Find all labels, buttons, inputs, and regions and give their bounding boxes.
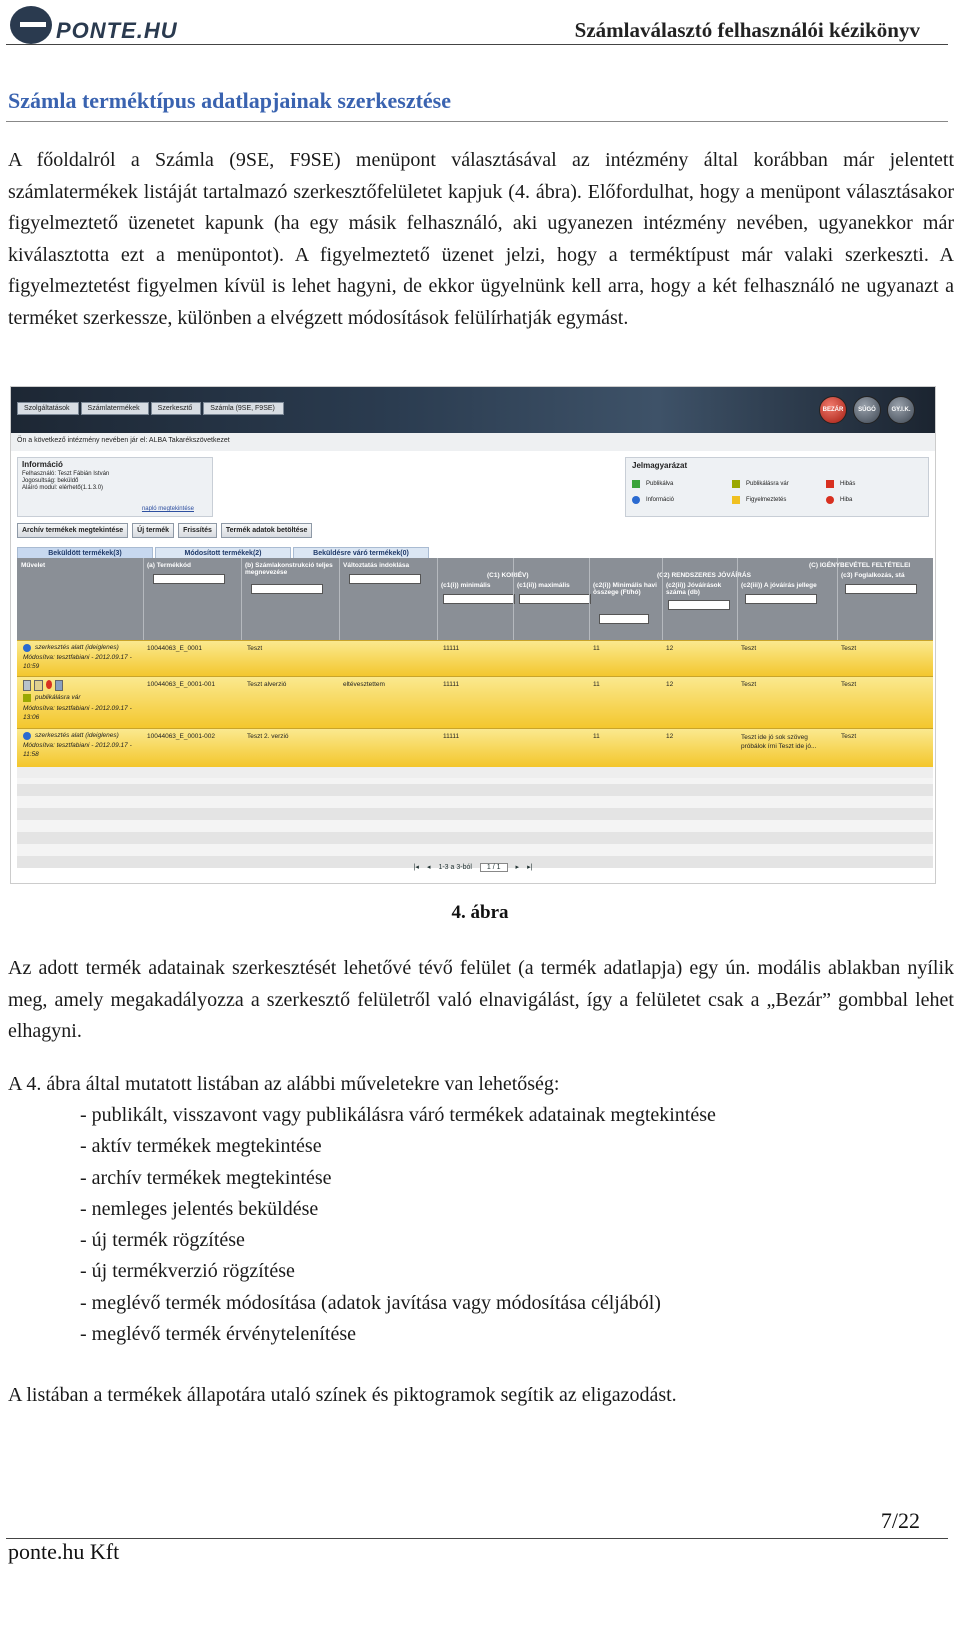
- row-c2-count: 12: [666, 681, 674, 688]
- published-icon: [632, 480, 640, 488]
- log-link[interactable]: napló megtekintése: [141, 506, 194, 512]
- legend-item: Hiba: [826, 496, 852, 504]
- row-name: Teszt: [247, 645, 263, 652]
- pending-icon: [732, 480, 740, 488]
- list-item: - publikált, visszavont vagy publikálásra váró termékek adatainak megtekintése: [80, 1104, 716, 1126]
- filter-c3-input[interactable]: [845, 584, 917, 594]
- grid-header: [17, 558, 933, 640]
- list-item: - archív termékek megtekintése: [80, 1166, 332, 1189]
- info-role: Jogosultság: beküldő: [22, 478, 79, 484]
- table-row[interactable]: [17, 676, 933, 729]
- row-code: 10044063_E_0001-002: [147, 733, 215, 740]
- legend-item: Publikálásra vár: [732, 480, 789, 488]
- breadcrumb: [17, 402, 286, 415]
- product-grid: [17, 558, 933, 868]
- warning-icon: [732, 496, 740, 504]
- filter-c2-type-input[interactable]: [745, 594, 817, 604]
- figure-screenshot: [10, 386, 936, 884]
- close-button[interactable]: BEZÁR: [819, 396, 847, 424]
- next-page-icon[interactable]: ▸: [515, 864, 520, 871]
- row-c2-count: 12: [666, 733, 674, 740]
- filter-construction-input[interactable]: [251, 584, 323, 594]
- info-heading: Információ: [22, 460, 63, 469]
- section-title: Számla terméktípus adatlapjainak szerkesztése: [8, 88, 452, 113]
- col-action: Művelet: [21, 562, 46, 569]
- legend-note-paragraph: A listában a termékek állapotára utaló színek és piktogramok segítik az eligazodást.: [8, 1384, 677, 1406]
- row-c2-min: 11: [593, 733, 600, 740]
- row-status: szerkesztés alatt (ideiglenes): [35, 644, 119, 651]
- col-c1-max[interactable]: (c1(ii)) maximális: [517, 582, 570, 589]
- info-user: Felhasználó: Teszt Fábián István: [22, 471, 110, 477]
- list-item: - új termékverzió rögzítése: [80, 1260, 295, 1283]
- row-modified: Módosítva: tesztfabiani - 2012.09.17 - 11:58: [23, 742, 132, 758]
- row-c1-min: 11111: [443, 645, 460, 652]
- footer-divider: [6, 1538, 948, 1539]
- col-group-c2: (C2) RENDSZERES JÓVÁÍRÁS: [657, 572, 751, 579]
- row-modified: Módosítva: tesztfabiani - 2012.09.17 - 10:59: [23, 654, 132, 670]
- row-c3: Teszt: [841, 681, 857, 688]
- new-product-button[interactable]: Új termék: [132, 523, 174, 538]
- row-c1-min: 11111: [443, 733, 460, 740]
- col-c2-type[interactable]: (c2(iii)) A jóváírás jellege: [741, 582, 817, 589]
- refresh-button[interactable]: Frissítés: [178, 523, 217, 538]
- grid-empty-area: [17, 778, 933, 868]
- filter-c2-count-input[interactable]: [668, 600, 730, 610]
- page-number: 7/22: [880, 1508, 920, 1533]
- pending-status-icon: [23, 694, 31, 702]
- row-c2-type: Teszt ide jó sok szöveg próbálok írni Teszt ide jó...: [741, 734, 817, 750]
- row-name: Teszt 2. verzió: [247, 733, 289, 740]
- row-reason: eltévesztettem: [343, 681, 385, 688]
- col-code[interactable]: (a) Termékkód: [147, 562, 191, 569]
- logo-text: PONTE.HU: [56, 18, 178, 43]
- row-status: publikálásra vár: [35, 694, 81, 701]
- document-title: Számlaválasztó felhasználói kézikönyv: [574, 18, 920, 42]
- filter-c1-max-input[interactable]: [519, 594, 591, 604]
- row-c1-min: 11111: [443, 681, 460, 688]
- edit-icon[interactable]: [34, 680, 42, 691]
- filter-c1-min-input[interactable]: [443, 594, 515, 604]
- header-divider: [6, 44, 948, 45]
- row-action-icons: [23, 680, 63, 690]
- info-icon: [632, 496, 640, 504]
- table-row[interactable]: [17, 728, 933, 767]
- modal-paragraph: Az adott termék adatainak szerkesztését lehetővé tévő felület (a termék adatlapja) egy ún. modális ablakban nyílik meg, amely megakadályozza a szerkesztő felületről való elnavigálást, így a felületet csak a „Bezár” gombbal lehet elhagyni.: [8, 957, 954, 1042]
- legend-item: Publikálva: [632, 480, 673, 488]
- legend-item: Hibás: [826, 480, 855, 488]
- invalidate-icon[interactable]: [46, 680, 52, 689]
- row-name: Teszt alverzió: [247, 681, 287, 688]
- row-c2-count: 12: [666, 645, 674, 652]
- breadcrumb-item[interactable]: Szerkesztő: [151, 402, 202, 415]
- error-square-icon: [826, 480, 834, 488]
- col-c1-min[interactable]: (c1(i)) minimális: [441, 582, 491, 589]
- list-item: - nemleges jelentés beküldése: [80, 1197, 319, 1220]
- intro-paragraph: A főoldalról a Számla (9SE, F9SE) menüpont választásával az intézmény által korábban már jelentett számlatermékek listáját tartalmazó szerkesztőfelületet kapjuk (4. ábra). Előfordulhat, hogy a menüpont választásakor figyelmeztető üzenetet kapunk (ha egy másik felhasználó, aki ugyanezen intézmény nevében, ugyanekkor már kiválasztotta ezt a menüpontot). A figyelmeztető üzenet jelzi, hogy a terméktípust már valaki szerkeszti. A figyelmeztetést figyelmen kívül is lehet hagyni, de ekkor ügyelnünk kell arra, hogy a két felhasználó ne ugyanazt a terméket szerkessze, különben a elvégzett módosítások felülírhatják egymást.: [8, 149, 954, 329]
- row-c3: Teszt: [841, 645, 857, 652]
- breadcrumb-item[interactable]: Szolgáltatások: [17, 402, 79, 415]
- legend-heading: Jelmagyarázat: [632, 461, 688, 470]
- row-c2-type: Teszt: [741, 681, 757, 688]
- info-status-icon: [23, 644, 31, 652]
- info-module: Aláíró modul: elérhető(1.1.3.0): [22, 485, 104, 491]
- breadcrumb-item[interactable]: Számla (9SE, F9SE): [203, 402, 284, 415]
- pager: [11, 857, 935, 877]
- row-code: 10044063_E_0001-001: [147, 681, 215, 688]
- col-c3[interactable]: (c3) Foglalkozás, stá: [841, 572, 905, 579]
- tab-modified[interactable]: Módosított termékek(2): [155, 547, 291, 559]
- info-status-icon: [23, 732, 31, 740]
- list-item: - meglévő termék módosítása (adatok javítása vagy módosítása céljából): [80, 1291, 661, 1314]
- legend-item: Figyelmeztetés: [732, 496, 786, 504]
- row-status: szerkesztés alatt (ideiglenes): [35, 732, 119, 739]
- col-c2-min[interactable]: (c2(i)) Minimális havi összege (Ft/hó): [593, 582, 657, 596]
- tab-pending[interactable]: Beküldésre váró termékek(0): [293, 547, 429, 559]
- copy-icon[interactable]: [55, 680, 63, 691]
- figure-caption: 4. ábra: [451, 902, 509, 923]
- pager-range: 1-3 a 3-ból: [438, 863, 472, 871]
- col-group-c3: (C) IGÉNYBEVÉTEL FELTÉTELEI: [809, 562, 911, 569]
- legend-item: Információ: [632, 496, 674, 504]
- row-modified: Módosítva: tesztfabiani - 2012.09.17 - 13:06: [23, 705, 132, 721]
- footer-company: ponte.hu Kft: [8, 1539, 120, 1564]
- row-c2-min: 11: [593, 645, 600, 652]
- col-reason[interactable]: Változtatás indoklása: [343, 562, 410, 569]
- filter-reason-input[interactable]: [349, 574, 421, 584]
- table-row[interactable]: [17, 640, 933, 677]
- load-product-data-button[interactable]: Termék adatok betöltése: [221, 523, 313, 538]
- ponte-logo: [6, 4, 184, 46]
- tab-submitted[interactable]: Beküldött termékek(3): [17, 547, 153, 559]
- help-button[interactable]: SÚGÓ: [853, 396, 881, 424]
- faq-button[interactable]: GY.I.K.: [887, 396, 915, 424]
- error-icon: [826, 496, 834, 504]
- info-panel: [17, 457, 213, 517]
- logo-mark: [10, 6, 52, 44]
- operations-list: [80, 1100, 716, 1350]
- view-icon[interactable]: [23, 680, 31, 691]
- col-construction[interactable]: (b) Számlakonstrukció teljes megnevezése: [245, 562, 333, 576]
- row-c2-min: 11: [593, 681, 600, 688]
- filter-code-input[interactable]: [153, 574, 225, 584]
- app-topbar: [11, 387, 935, 433]
- first-page-icon[interactable]: |◂: [413, 864, 419, 871]
- section-divider: [6, 121, 948, 122]
- row-c2-type: Teszt: [741, 645, 757, 652]
- filter-c2-min-input[interactable]: [599, 614, 649, 624]
- legend-panel: [625, 457, 929, 517]
- last-page-icon[interactable]: ▸|: [527, 864, 533, 871]
- row-code: 10044063_E_0001: [147, 645, 202, 652]
- col-c2-count[interactable]: (c2(ii)) Jóváírások száma (db): [666, 582, 722, 596]
- prev-page-icon[interactable]: ◂: [426, 864, 431, 871]
- row-c3: Teszt: [841, 733, 857, 740]
- list-item: - meglévő termék érvénytelenítése: [80, 1323, 356, 1346]
- col-group-c1: (C1) KORIÉV): [487, 572, 529, 579]
- archive-products-button[interactable]: Archív termékek megtekintése: [17, 523, 128, 538]
- operations-intro: A 4. ábra által mutatott listában az alábbi műveletekre van lehetőség:: [8, 1073, 560, 1095]
- list-item: - új termék rögzítése: [80, 1229, 245, 1252]
- page-select[interactable]: 1 / 1: [480, 863, 508, 872]
- institution-text: Ön a következő intézmény nevében jár el: ALBA Takarékszövetkezet: [17, 437, 230, 444]
- list-item: - aktív termékek megtekintése: [80, 1135, 322, 1158]
- breadcrumb-item[interactable]: Számlatermékek: [81, 402, 149, 415]
